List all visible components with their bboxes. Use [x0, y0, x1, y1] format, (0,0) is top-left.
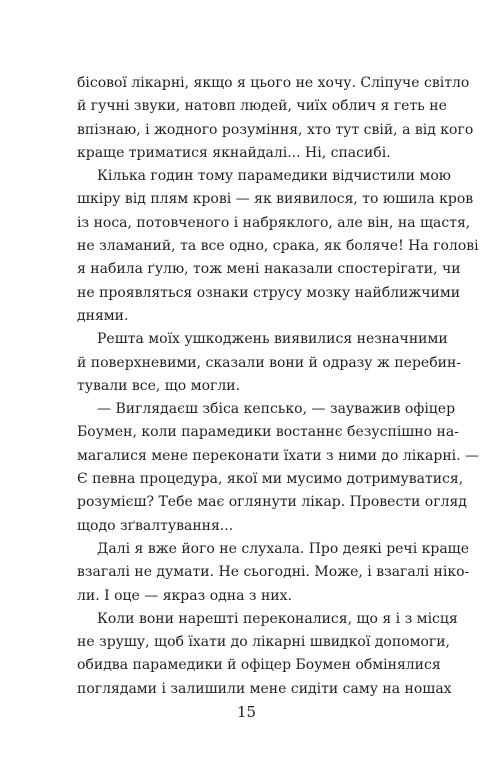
text-line: не проявляться ознаки струсу мозку найближчими — [77, 284, 461, 301]
text-line: щодо зґвалтування... — [77, 517, 234, 534]
text-line: й гучні звуки, натовп людей, чиїх облич я геть не — [77, 98, 447, 115]
text-line: не зламаний, та все одно, срака, як боляче! На голові — [77, 238, 479, 255]
text-line: поглядами і залишили мене сидіти саму на ношах — [77, 680, 452, 697]
text-line: бісової лікарні, якщо я цього не хочу. Сліпуче світло — [77, 75, 470, 91]
text-line: Решта моїх ушкоджень виявилися незначними — [97, 331, 448, 348]
text-line: не зрушу, щоб їхати до лікарні швидкої допомоги, — [77, 634, 451, 651]
text-line: днями. — [77, 307, 129, 324]
body-text — [77, 72, 480, 701]
text-line: я набила ґулю, тож мені наказали спостерігати, чи — [77, 261, 461, 278]
text-line: ли. І оце — якраз одна з них. — [77, 587, 292, 604]
page-number: 15 — [236, 703, 257, 721]
text-line: розумієш? Тебе має оглянути лікар. Провести огляд — [77, 494, 467, 511]
text-line: магалися мене переконати їхати з ними до лікарні. — — [77, 447, 480, 464]
text-line: й поверхневими, сказали вони й одразу ж перебин- — [77, 354, 462, 371]
text-line: впізнаю, і жодного розуміння, хто тут свій, а від кого — [77, 121, 474, 138]
text-line: тували все, що могли. — [77, 377, 241, 394]
text-line: Кілька годин тому парамедики відчистили мою — [97, 168, 451, 185]
text-line: взагалі не думати. Не сьогодні. Може, і взагалі ніко- — [77, 564, 470, 581]
text-line: — Виглядаєш збіса кепсько, — зауважив офіцер — [97, 401, 456, 418]
text-line: краще триматися якнайдалі... Ні, спасибі. — [77, 144, 391, 161]
text-line: Є певна процедура, якої ми мусимо дотримуватися, — [77, 471, 464, 488]
text-line: із носа, потовченого і набряклого, але він, на щастя, — [77, 214, 471, 231]
text-line: Коли вони нарешті переконалися, що я і з місця — [97, 610, 458, 627]
text-line: шкіру від плям крові — як виявилося, то юшила кров — [77, 191, 474, 208]
text-line: обидва парамедики й офіцер Боумен обмінялися — [77, 657, 441, 674]
text-line: Боумен, коли парамедики востаннє безуспішно на- — [77, 424, 459, 441]
text-line: Далі я вже його не слухала. Про деякі речі краще — [97, 540, 469, 557]
